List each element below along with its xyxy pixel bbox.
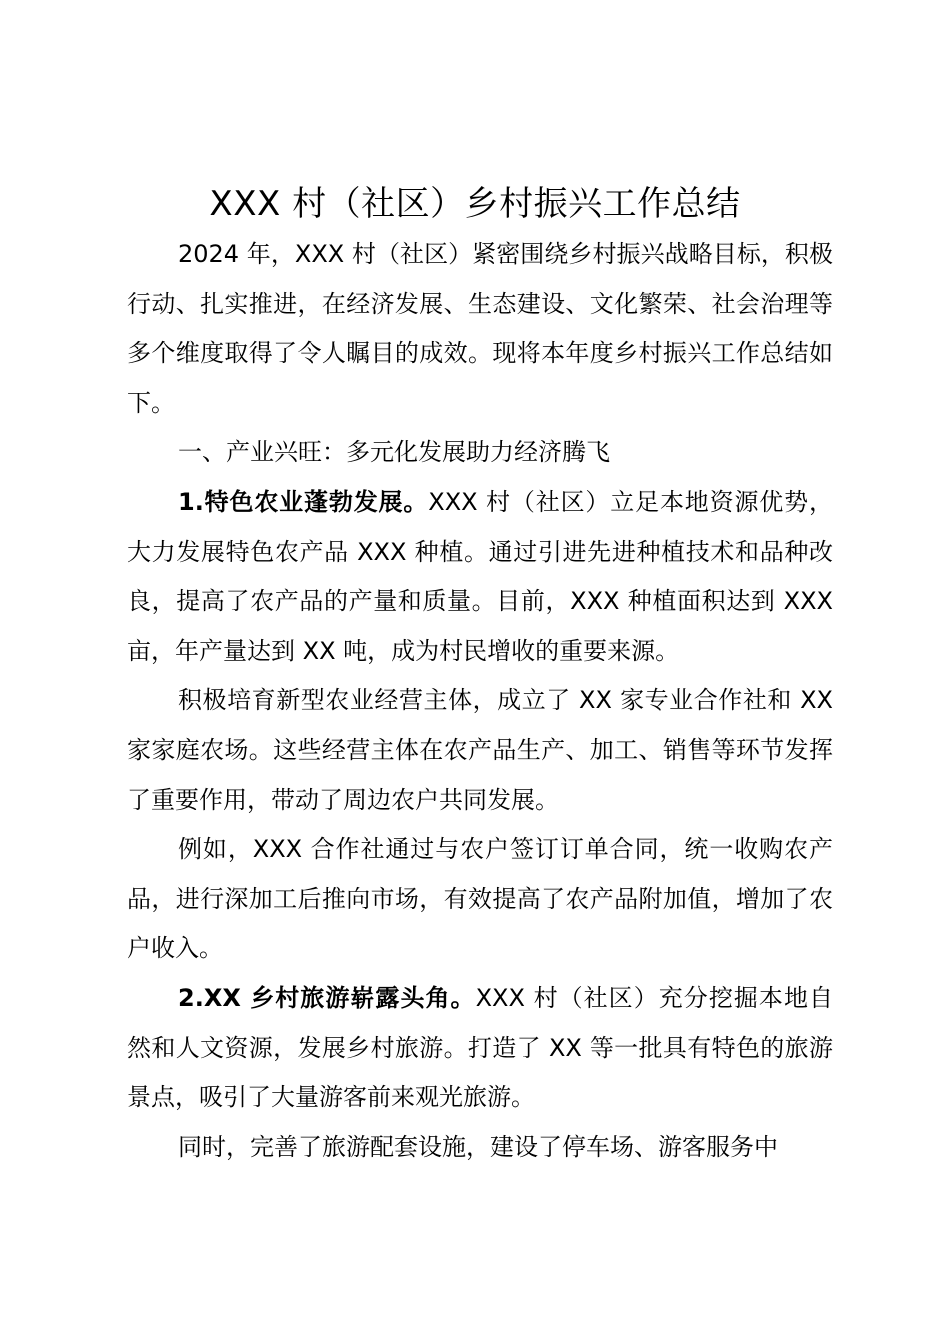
item-2-lead: 2.XX 乡村旅游崭露头角。 — [178, 983, 476, 1012]
item-2-paragraph — [127, 974, 833, 1123]
section-heading: 一、产业兴旺：多元化发展助力经济腾飞 — [178, 438, 610, 467]
example-paragraph: 例如，XXX 合作社通过与农户签订订单合同，统一收购农产品，进行深加工后推向市场，有效提高了农产品附加值，增加了农户收入。 — [127, 835, 833, 963]
document-body — [127, 230, 833, 1172]
item-2-text: XXX 村（社区）充分挖掘本地自然和人文资源，发展乡村旅游。打造了 XX 等一批具有特色的旅游景点，吸引了大量游客前来观光旅游。 — [127, 983, 833, 1112]
intro-paragraph: 2024 年，XXX 村（社区）紧密围绕乡村振兴战略目标，积极行动、扎实推进，在经济发展、生态建设、文化繁荣、社会治理等多个维度取得了令人瞩目的成效。现将本年度乡村振兴工作总结如下。 — [127, 240, 833, 417]
item-1-lead: 1.特色农业蓬勃发展。 — [178, 487, 429, 516]
item-1-text: XXX 村（社区）立足本地资源优势，大力发展特色农产品 XXX 种植。通过引进先进种植技术和品种改良，提高了农产品的产量和质量。目前，XXX 种植面积达到 XXX 亩，年产量达到 XX 吨，成为村民增收的重要来源。 — [127, 487, 833, 665]
facilities-paragraph: 同时，完善了旅游配套设施，建设了停车场、游客服务中 — [178, 1132, 778, 1161]
document-title: XXX 村（社区）乡村振兴工作总结 — [209, 184, 741, 224]
cooperative-paragraph: 积极培育新型农业经营主体，成立了 XX 家专业合作社和 XX 家家庭农场。这些经营主体在农产品生产、加工、销售等环节发挥了重要作用，带动了周边农户共同发展。 — [127, 686, 833, 814]
item-1-paragraph — [127, 478, 833, 676]
